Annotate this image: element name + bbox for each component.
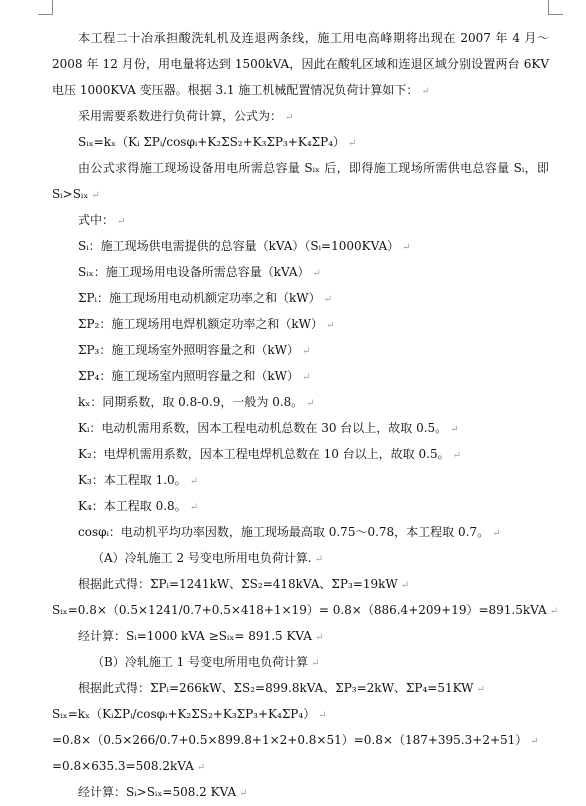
line-text: Sᵢ>Sᵢₓ <box>52 187 89 201</box>
text-line-7 <box>52 182 552 208</box>
paragraph-mark-icon: ↵ <box>301 346 311 357</box>
line-text: 经计算：Sᵢ>Sᵢₓ=508.2 KVA <box>78 785 237 799</box>
paragraph-mark-icon: ↵ <box>91 190 100 201</box>
line-text: 2008 年 12 月份，用电量将达到 1500kVA，因此在酸轧区域和连退区域分别设置两台 6KV <box>52 57 549 71</box>
paragraph-mark-icon: ↵ <box>530 736 539 747</box>
text-line-18 <box>52 468 552 494</box>
text-line-17 <box>52 442 552 468</box>
paragraph-mark-icon: ↵ <box>117 216 126 227</box>
paragraph-mark-icon: ↵ <box>400 580 410 591</box>
line-text: ΣPᵢ：施工现场用电动机额定功率之和（kW） <box>78 291 321 305</box>
line-text: kₓ：同期系数，取 0.8-0.9，一般为 0.8。 <box>78 395 304 409</box>
paragraph-mark-icon: ↵ <box>301 372 311 383</box>
page-corner-mark-right <box>548 0 563 15</box>
line-text: 电压 1000KVA 变压器。根据 3.1 施工机械配置情况负荷计算如下： <box>52 83 419 97</box>
text-line-28 <box>52 728 552 754</box>
line-text: ΣP₄：施工现场室内照明容量之和（kW） <box>78 369 299 383</box>
paragraph-mark-icon: ↵ <box>306 398 315 409</box>
text-line-16 <box>52 416 552 442</box>
text-line-2 <box>52 52 552 78</box>
paragraph-mark-icon: ↵ <box>450 424 459 435</box>
paragraph-mark-icon: ↵ <box>314 632 324 643</box>
text-line-30 <box>52 780 552 806</box>
paragraph-mark-icon: ↵ <box>476 684 485 695</box>
line-text: K₂：电焊机需用系数，因本工程电焊机总数在 10 台以上，故取 0.5。 <box>78 447 450 461</box>
text-line-20 <box>52 520 552 546</box>
line-text: 经计算：Sᵢ=1000 kVA ≥Sᵢₓ= 891.5 KVA <box>78 629 312 643</box>
line-text: =0.8×（0.5×266/0.7+0.5×899.8+1×2+0.8×51）=0.8×（187+395.3+2+51） <box>52 733 528 747</box>
paragraph-mark-icon: ↵ <box>311 658 320 669</box>
line-text: 本工程二十冶承担酸洗轧机及连退两条线，施工用电高峰期将出现在 2007 年 4 月～ <box>78 31 549 45</box>
text-line-25 <box>52 650 552 676</box>
text-line-21 <box>52 546 552 572</box>
paragraph-mark-icon: ↵ <box>318 710 327 721</box>
paragraph-mark-icon: ↵ <box>323 294 332 305</box>
text-line-29 <box>52 754 552 780</box>
text-line-13 <box>52 338 552 364</box>
text-line-1 <box>52 26 552 52</box>
paragraph-mark-icon: ↵ <box>312 268 321 279</box>
line-text: 由公式求得施工现场设备用电所需总容量 Sᵢₓ 后，即得施工现场所需供电总容量 Sᵢ，即 <box>78 161 549 175</box>
text-line-19 <box>52 494 552 520</box>
document-body[interactable] <box>52 26 559 806</box>
line-text: Kᵢ：电动机需用系数，因本工程电动机总数在 30 台以上，故取 0.5。 <box>78 421 448 435</box>
paragraph-mark-icon: ↵ <box>189 502 199 513</box>
line-text: 根据此式得：ΣPᵢ=1241kW、ΣS₂=418kVA、ΣP₃=19kW <box>78 577 398 591</box>
paragraph-mark-icon: ↵ <box>239 788 248 799</box>
paragraph-mark-icon: ↵ <box>314 554 324 565</box>
line-text: ΣP₂：施工现场用电焊机额定功率之和（kW） <box>78 317 323 331</box>
text-line-15 <box>52 390 552 416</box>
text-line-5 <box>52 130 552 156</box>
text-line-26 <box>52 676 552 702</box>
line-text: ΣP₃：施工现场室外照明容量之和（kW） <box>78 343 299 357</box>
text-line-14 <box>52 364 552 390</box>
text-line-8 <box>52 208 552 234</box>
paragraph-mark-icon: ↵ <box>189 476 199 487</box>
text-line-27 <box>52 702 552 728</box>
line-text: K₃：本工程取 1.0。 <box>78 473 187 487</box>
text-line-10 <box>52 260 552 286</box>
paragraph-mark-icon: ↵ <box>549 606 559 617</box>
paragraph-mark-icon: ↵ <box>421 86 430 97</box>
page-corner-mark-left <box>38 0 53 15</box>
line-text: =0.8×635.3=508.2kVA <box>52 759 194 773</box>
text-line-9 <box>52 234 552 260</box>
text-line-24 <box>52 624 552 650</box>
line-text: 式中： <box>78 213 115 227</box>
text-line-11 <box>52 286 552 312</box>
text-line-3 <box>52 78 552 104</box>
text-line-12 <box>52 312 552 338</box>
line-text: K₄：本工程取 0.8。 <box>78 499 187 513</box>
paragraph-mark-icon: ↵ <box>452 450 461 461</box>
line-text: （A）冷轧施工 2 号变电所用电负荷计算. <box>92 551 312 565</box>
text-line-22 <box>52 572 552 598</box>
line-text: 采用需要系数进行负荷计算，公式为： <box>78 109 283 123</box>
line-text: （B）冷轧施工 1 号变电所用电负荷计算 <box>92 655 309 669</box>
line-text: Sᵢₓ=kₓ（Kᵢ ΣPᵢ/cosφᵢ+K₂ΣS₂+K₃ΣP₃+K₄ΣP₄） <box>78 135 346 149</box>
text-line-4 <box>52 104 552 130</box>
paragraph-mark-icon: ↵ <box>348 138 357 149</box>
line-text: 根据此式得：ΣPᵢ=266kW、ΣS₂=899.8kVA、ΣP₃=2kW、ΣP₄=51KW <box>78 681 474 695</box>
line-text: Sᵢ：施工现场供电需提供的总容量（kVA）（Sᵢ=1000KVA） <box>78 239 400 253</box>
line-text: cosφᵢ：电动机平均功率因数，施工现场最高取 0.75～0.78，本工程取 0.7。 <box>78 525 490 539</box>
paragraph-mark-icon: ↵ <box>325 320 335 331</box>
paragraph-mark-icon: ↵ <box>492 528 501 539</box>
line-text: Sᵢₓ：施工现场用电设备所需总容量（kVA） <box>78 265 310 279</box>
line-text: Sᵢₓ=kₓ（KᵢΣPᵢ/cosφᵢ+K₂ΣS₂+K₃ΣP₃+K₄ΣP₄） <box>52 707 316 721</box>
paragraph-mark-icon: ↵ <box>196 762 206 773</box>
paragraph-mark-icon: ↵ <box>402 242 411 253</box>
text-line-23 <box>52 598 559 624</box>
paragraph-mark-icon: ↵ <box>285 112 294 123</box>
line-text: Sᵢₓ=0.8×（0.5×1241/0.7+0.5×418+1×19）= 0.8×（886.4+209+19）=891.5kVA <box>52 603 547 617</box>
text-line-6 <box>52 156 552 182</box>
